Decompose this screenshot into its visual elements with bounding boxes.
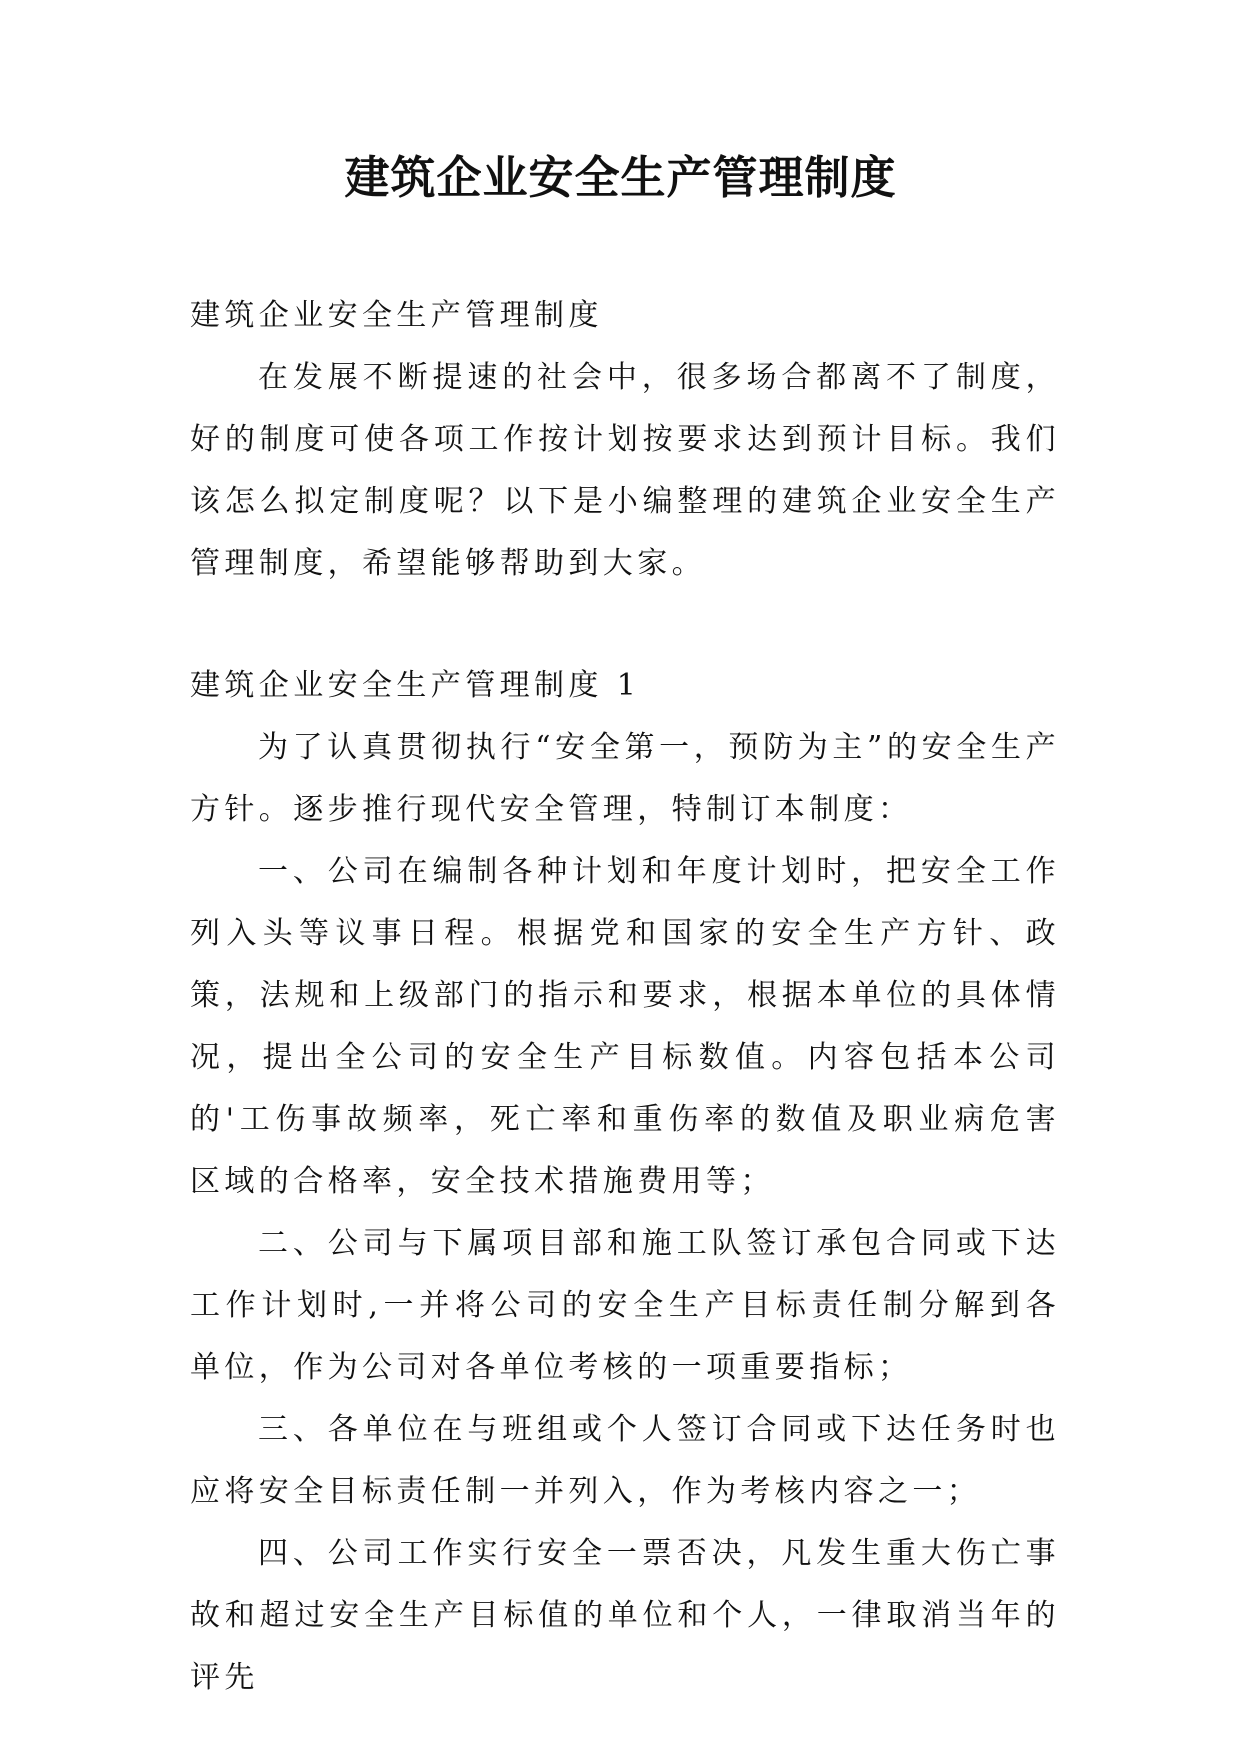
body-paragraph: 三、各单位在与班组或个人签订合同或下达任务时也应将安全目标责任制一并列入，作为考核内容之一； [190, 1412, 1060, 1509]
section-heading: 建筑企业安全生产管理制度 1 [190, 668, 641, 703]
body-paragraph: 一、公司在编制各种计划和年度计划时，把安全工作列入头等议事日程。根据党和国家的安全生产方针、政策，法规和上级部门的指示和要求，根据本单位的具体情况，提出全公司的安全生产目标数值。内容包括本公司的'工伤事故频率，死亡率和重伤率的数值及职业病危害区域的合格率，安全技术措施费用等； [190, 854, 1060, 1199]
body-paragraph: 为了认真贯彻执行“安全第一，预防为主”的安全生产方针。逐步推行现代安全管理，特制订本制度： [190, 730, 1060, 827]
body-paragraph: 四、公司工作实行安全一票否决，凡发生重大伤亡事故和超过安全生产目标值的单位和个人，一律取消当年的评先 [190, 1536, 1060, 1695]
document-body [190, 285, 1060, 1709]
document-title: 建筑企业安全生产管理制度 [344, 151, 897, 204]
intro-heading: 建筑企业安全生产管理制度 [190, 298, 603, 333]
body-paragraph: 二、公司与下属项目部和施工队签订承包合同或下达工作计划时,一并将公司的安全生产目标责任制分解到各单位，作为公司对各单位考核的一项重要指标； [190, 1226, 1060, 1385]
intro-paragraph: 在发展不断提速的社会中，很多场合都离不了制度，好的制度可使各项工作按计划按要求达到预计目标。我们该怎么拟定制度呢？以下是小编整理的建筑企业安全生产管理制度，希望能够帮助到大家。 [190, 360, 1060, 581]
